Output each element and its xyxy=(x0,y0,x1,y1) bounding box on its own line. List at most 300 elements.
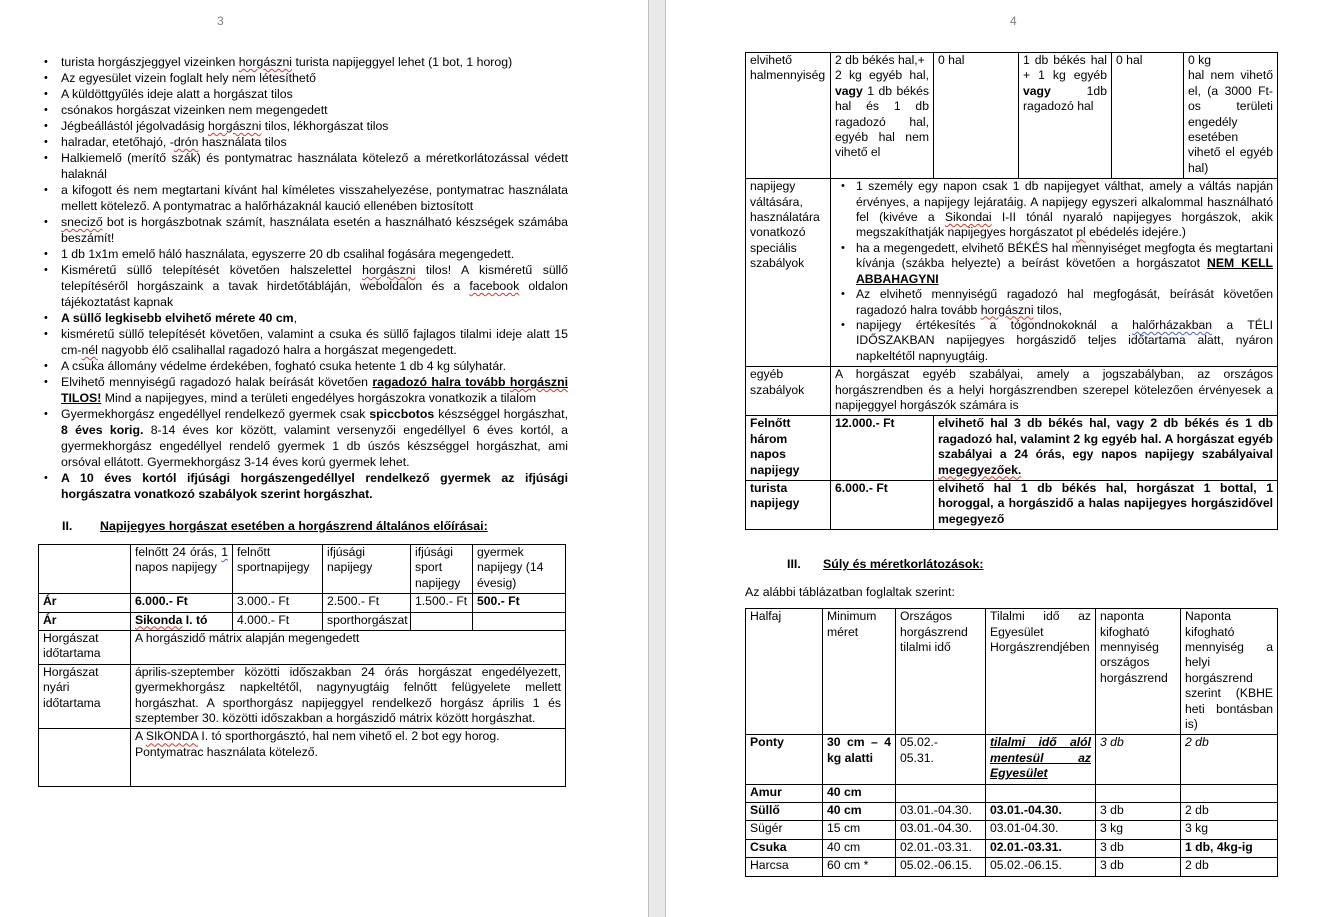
misspelled-word: Sikondai xyxy=(944,210,992,225)
table-row xyxy=(746,784,1278,802)
text-segment: A xyxy=(135,729,146,744)
text-segment: 500.- Ft xyxy=(477,594,520,609)
bullet-text xyxy=(61,70,568,86)
text-segment: 8-14 éves kor között, valamint versenyzői engedéllyel 6 éves kortól, a gyermekhorgász engedéllyel rendelő gyermek 1 db úszós készséggel horgászhat, ami orsóval ellátott. Gyermekhorgász 3-14 éves korú gyermek lehet. xyxy=(61,423,568,469)
text-segment: 15 cm xyxy=(827,821,861,836)
text-segment: Mind a napijegyes, mind a területi engedélyes horgászokra vonatkozik a tilalom xyxy=(101,391,537,405)
text-segment: nagyobb élő csalihallal ragadozó halra a horgászat megengedett. xyxy=(97,343,457,357)
section-title: Súly és méretkorlátozások: xyxy=(823,557,984,572)
table-row xyxy=(746,609,1278,735)
text-segment: ebédelés idejére.) xyxy=(1085,225,1186,240)
misspelled-word: drón xyxy=(173,135,199,149)
table-cell xyxy=(1112,53,1184,179)
bullet-item xyxy=(841,318,1273,364)
misspelled-word: horgászni xyxy=(980,302,1034,317)
table-cell xyxy=(323,594,411,612)
table-cell xyxy=(323,612,411,630)
misspelled-word: horgászni xyxy=(509,375,568,389)
text-segment: Sügér xyxy=(750,821,783,836)
table-cell xyxy=(131,594,233,612)
table-row xyxy=(746,416,1278,481)
bullet-text xyxy=(856,241,1273,287)
table-cell xyxy=(896,821,986,839)
text-segment: tilos, lékhorgászat tilos xyxy=(261,119,389,133)
text-segment: spiccbotos xyxy=(369,407,435,421)
bullet-icon: • xyxy=(44,216,48,228)
text-segment: I-II tónál nyaraló napijegyes horgászok, akik megszakíthatják napijegyes horgászatot xyxy=(856,210,1273,240)
misspelled-word: horgászni xyxy=(362,263,416,277)
misspelled-word: 1 xyxy=(221,545,228,559)
misspelled-word: SIkONDA xyxy=(145,729,198,744)
text-segment xyxy=(981,303,1034,317)
page-4-content xyxy=(666,0,1328,877)
text-segment: ragadozó halra tovább xyxy=(372,375,510,389)
text-segment: vagy xyxy=(1023,83,1051,98)
text-segment: tilos! A kisméretű süllő telepítéséről horgászaink a tavak hirdetőtábláján, weboldalon és a xyxy=(61,263,568,293)
bullet-item xyxy=(38,134,568,150)
table-cell xyxy=(986,609,1096,735)
text-segment: oldalon tájékoztatást kapnak xyxy=(61,279,568,309)
table-cell xyxy=(1096,858,1181,876)
text-segment: Süllő xyxy=(750,803,780,818)
table-cell xyxy=(831,416,934,481)
misspelled-word: horgászni xyxy=(238,55,293,69)
bullet-text xyxy=(61,262,568,310)
table-cell xyxy=(934,53,1019,179)
text-segment xyxy=(1076,225,1086,239)
bullet-text xyxy=(61,102,568,118)
text-segment: Az egyesület vizein foglalt hely nem létesíthető xyxy=(61,71,316,85)
bullet-item xyxy=(38,150,568,182)
table-cell xyxy=(896,609,986,735)
bullet-item xyxy=(841,241,1273,287)
text-segment: kisméretű süllő telepítését követően, valamint a csuka és süllő fajlagos tilalmi ideje alatt 15 cm- xyxy=(61,327,568,357)
bullet-item xyxy=(38,54,568,70)
table-cell xyxy=(986,735,1096,784)
text-segment: turista napijeggyel lehet (1 bot, 1 horog) xyxy=(292,55,513,69)
text-segment: ifjúsági napijegy xyxy=(327,545,373,575)
table-cell xyxy=(934,416,1278,481)
text-segment: Jégbeállástól jégolvadásig xyxy=(61,119,208,133)
text-segment xyxy=(146,729,198,743)
text-segment: Naponta kifogható mennyiség a helyi horgászrend szerint (KBHE heti bontásban is) xyxy=(1185,609,1273,732)
daily-ticket-rules-table xyxy=(745,52,1278,530)
text-segment: 60 cm * xyxy=(827,858,869,873)
text-segment xyxy=(221,545,228,559)
table-cell xyxy=(986,821,1096,839)
text-segment xyxy=(174,135,199,149)
text-segment: 3 db xyxy=(1100,735,1124,750)
table-row xyxy=(746,480,1278,529)
table-row xyxy=(746,735,1278,784)
table-cell xyxy=(746,53,831,179)
misspelled-word: pl xyxy=(1076,225,1086,240)
text-segment: Ponty xyxy=(750,735,784,750)
text-segment: turista napijegy xyxy=(750,480,800,511)
section-numeral: II. xyxy=(62,519,73,533)
table-cell xyxy=(473,612,566,630)
misspelled-word: sneciző xyxy=(61,215,103,229)
fees-table xyxy=(38,544,566,787)
bullet-item xyxy=(38,406,568,470)
bullet-text xyxy=(856,179,1273,241)
table-cell xyxy=(1181,609,1278,735)
bullet-icon: • xyxy=(44,72,48,84)
table-cell xyxy=(823,609,896,735)
text-segment: 40 cm xyxy=(827,784,862,799)
table-row xyxy=(39,594,566,612)
bullet-item xyxy=(38,374,568,406)
section-title: Napijegyes horgászat esetében a horgászrend általános előírásai: xyxy=(100,519,488,533)
text-segment: 02.01.-03.31. xyxy=(990,839,1062,854)
misspelled-word: facebook xyxy=(469,279,520,293)
text-segment: 03.01.-04.30. xyxy=(990,803,1062,818)
table-row xyxy=(39,545,566,594)
text-segment: halradar, etetőhajó, - xyxy=(61,135,174,149)
bullet-icon: • xyxy=(44,472,48,484)
table-cell xyxy=(39,545,131,594)
table-row xyxy=(39,631,566,665)
table-cell xyxy=(831,480,934,529)
text-segment: 0 hal xyxy=(1116,53,1143,67)
table-cell xyxy=(1184,53,1278,179)
text-segment xyxy=(510,375,568,389)
text-segment: 1 db békés hal + 1 kg egyéb xyxy=(1023,53,1107,83)
text-segment: 05.02.-06.15. xyxy=(900,858,972,873)
text-segment: 40 cm xyxy=(827,803,862,818)
text-segment: A 10 éves kortól ifjúsági horgászengedéllyel rendelkező gyermek az ifjúsági horgászatra vonatkozó szabályok szerint horgászhat. xyxy=(61,471,568,501)
table-cell xyxy=(831,367,1278,416)
bullet-icon: • xyxy=(841,318,845,331)
text-segment: Amur xyxy=(750,784,782,799)
text-segment: napos napijegy xyxy=(135,560,217,575)
bullet-item xyxy=(38,246,568,262)
text-segment: felnőtt 24 órás, xyxy=(135,545,222,559)
text-segment: 03.01.-04.30. xyxy=(900,821,972,836)
text-segment: 2 db xyxy=(1185,803,1209,818)
table-cell xyxy=(233,545,323,594)
table-row xyxy=(39,729,566,787)
table-cell xyxy=(131,729,566,787)
bullet-item xyxy=(38,358,568,374)
bullet-item xyxy=(38,182,568,214)
text-segment: Harcsa xyxy=(750,858,789,873)
text-segment: Horgászat nyári időtartama xyxy=(43,664,101,710)
table-cell xyxy=(831,179,1278,367)
table-cell xyxy=(746,367,831,416)
table-cell xyxy=(323,545,411,594)
text-segment: 03.01-04.30. xyxy=(990,821,1059,836)
text-segment: 03.01.-04.30. xyxy=(900,803,972,818)
text-segment: bot is horgászbotnak számít, használata esetén a használható készségek számába beszámít! xyxy=(61,215,568,245)
text-segment: 3 db xyxy=(1100,839,1124,854)
text-segment: 05.02.- 05.31. xyxy=(900,735,938,765)
table-cell xyxy=(986,803,1096,821)
table-row xyxy=(39,612,566,630)
text-segment: turista horgászjeggyel vizeinken xyxy=(61,55,239,69)
table-cell xyxy=(1096,839,1181,857)
text-segment: 05.02.-06.15. xyxy=(990,858,1062,873)
text-segment: elvihető halmennyiség xyxy=(750,53,826,83)
text-segment: 2 db xyxy=(1185,735,1209,750)
text-segment: 0 hal xyxy=(938,53,965,67)
text-segment: a TÉLI IDŐSZAKBAN napijegyes horgászidő teljes időtartama alatt, nyáron napkeltétől napnyugtáig. xyxy=(856,317,1273,363)
table-cell xyxy=(896,735,986,784)
table-cell xyxy=(823,839,896,857)
table-cell xyxy=(746,839,823,857)
page-number: 3 xyxy=(217,14,224,28)
text-segment: napijegy váltására, használatára vonatkozó speciális szabályok xyxy=(750,179,820,271)
bullet-icon: • xyxy=(44,312,48,324)
table-cell xyxy=(233,612,323,630)
table-cell xyxy=(746,803,823,821)
text-segment xyxy=(1132,318,1212,332)
table-cell xyxy=(1096,803,1181,821)
text-segment: Gyermekhorgász engedéllyel rendelkező gyermek csak xyxy=(61,407,370,421)
misspelled-word: nél xyxy=(81,343,98,357)
table-cell xyxy=(131,545,233,594)
table-cell xyxy=(831,53,934,179)
table-cell xyxy=(411,612,473,630)
text-segment: egyéb szabályok xyxy=(750,367,805,397)
table-cell xyxy=(896,784,986,802)
text-segment: ifjúsági sport napijegy xyxy=(415,545,461,590)
table-cell xyxy=(39,631,131,665)
text-segment: csónakos horgászat vizeinken nem megengedett xyxy=(61,103,328,117)
text-segment xyxy=(945,210,992,224)
table-cell xyxy=(746,416,831,481)
table-row xyxy=(746,367,1278,416)
text-segment: A horgászat egyéb szabályai, amely a jogszabályban, az országos horgászrendben és a helyi horgászrendben szerepel kötelezően érvényesek a napijeggyel horgászók számára is xyxy=(835,367,1273,412)
text-segment xyxy=(239,55,292,69)
table-row xyxy=(746,53,1278,179)
text-segment: Kisméretű süllő telepítését követően halszelettel xyxy=(61,263,363,277)
text-segment: elvihető hal 1 db békés hal, horgászat 1 bottal, 1 horoggal, a horgászidő a halas napijegyes horgászidővel megegyező xyxy=(938,480,1273,526)
misspelled-word: halőrházakban xyxy=(1132,317,1213,332)
text-segment: Az elvihető mennyiségű ragadozó hal megfogását, beírását követően ragadozó halra tovább xyxy=(856,287,1273,317)
bullet-item xyxy=(38,262,568,310)
text-segment xyxy=(362,263,415,277)
bullet-icon: • xyxy=(44,152,48,164)
table-cell xyxy=(1096,735,1181,784)
text-segment: vagy xyxy=(835,83,863,98)
table-cell xyxy=(411,594,473,612)
text-segment: I. tó sporthorgásztó, hal nem vihető el. 2 bot egy horog. Pontymatrac használata kötelező. xyxy=(135,729,500,759)
table-cell xyxy=(746,821,823,839)
table-cell xyxy=(411,545,473,594)
text-segment: 3 kg xyxy=(1100,821,1124,836)
text-segment: A csuka állomány védelme érdekében, fogható csuka hetente 1 db 4 kg súlyhatár. xyxy=(61,359,507,373)
table-cell xyxy=(746,784,823,802)
text-segment: Felnőtt három napos napijegy xyxy=(750,416,800,477)
text-segment: 1.500.- Ft xyxy=(415,594,468,609)
bullet-text xyxy=(61,134,568,150)
bullet-icon: • xyxy=(44,248,48,260)
text-segment: 3 db xyxy=(1100,858,1124,873)
table-cell xyxy=(1096,609,1181,735)
text-segment: tilos, xyxy=(1033,302,1062,317)
table-cell xyxy=(233,594,323,612)
table-cell xyxy=(131,631,566,665)
text-segment: A süllő legkisebb elvihető mérete 40 cm xyxy=(61,311,294,325)
text-segment: Elvihető mennyiségű ragadozó halak beírását követően xyxy=(61,375,373,389)
text-segment: I. tó xyxy=(182,612,208,627)
text-segment xyxy=(208,119,261,133)
bullet-text xyxy=(61,150,568,182)
bullet-text xyxy=(61,358,568,374)
table-cell xyxy=(823,784,896,802)
text-segment: 3 db xyxy=(1100,803,1124,818)
bullet-icon: • xyxy=(44,120,48,132)
text-segment: Halfaj xyxy=(750,609,782,624)
table-cell xyxy=(823,821,896,839)
table-cell xyxy=(823,735,896,784)
table-cell xyxy=(1181,803,1278,821)
bullet-text xyxy=(856,318,1273,364)
text-segment: 0 kg hal nem vihető el, (a 3000 Ft-os területi engedély esetében vihető el egyéb hal) xyxy=(1188,53,1273,175)
text-segment: 4.000.- Ft xyxy=(237,612,290,627)
limits-intro-line: Az alábbi táblázatban foglaltak szerint: xyxy=(745,585,955,600)
bullet-item xyxy=(38,86,568,102)
table-cell xyxy=(896,858,986,876)
text-segment: A küldöttgyűlés ideje alatt a horgászat tilos xyxy=(61,87,293,101)
table-cell xyxy=(1181,735,1278,784)
page-4 xyxy=(666,0,1328,917)
text-segment: 1 db, 4kg-ig xyxy=(1185,839,1253,854)
text-segment: Ár xyxy=(43,594,57,609)
text-segment: 40 cm xyxy=(827,839,861,854)
bullet-icon: • xyxy=(44,264,48,276)
text-segment: készséggel horgászhat, xyxy=(434,407,568,421)
bullet-text xyxy=(61,182,568,214)
bullet-icon: • xyxy=(841,288,845,301)
bullet-icon: • xyxy=(44,328,48,340)
table-cell xyxy=(896,803,986,821)
text-segment: a kifogott és nem megtartani kívánt hal kíméletes visszahelyezése, pontymatrac használata mellett kötelező. A pontymatrac a halőrházaknál kaució ellenében biztosított xyxy=(61,183,568,213)
table-cell xyxy=(1181,858,1278,876)
text-segment: 02.01.-03.31. xyxy=(900,839,972,854)
table-cell xyxy=(1181,821,1278,839)
table-row xyxy=(746,858,1278,876)
text-segment xyxy=(135,613,182,627)
text-segment: Horgászat időtartama xyxy=(43,631,101,661)
text-segment: Országos horgászrend tilalmi idő xyxy=(900,609,968,654)
text-segment: Halkiemelő (merítő szák) és pontymatrac használata kötelező a méretkorlátozással védett halaknál xyxy=(61,151,568,181)
table-cell xyxy=(39,594,131,612)
section-heading-iii xyxy=(787,556,1277,572)
text-segment: 2 db békés hal,+ 2 kg egyéb hal, xyxy=(835,53,929,83)
table-cell xyxy=(746,735,823,784)
bullet-icon: • xyxy=(44,104,48,116)
table-cell xyxy=(934,480,1278,529)
text-segment: 1 személy egy napon csak 1 db napijegyet válthat, amely a váltás napján érvényes, a napijegy lejáratáig. A napijegy egyszeri alkalommal használható fel (kivéve a xyxy=(856,179,1273,225)
text-segment: Ár xyxy=(43,612,57,627)
bullet-icon: • xyxy=(44,408,48,420)
text-segment: 8 éves korig. xyxy=(61,423,144,437)
text-segment: A horgászidő mátrix alapján megengedett xyxy=(135,631,360,646)
bullet-text xyxy=(61,406,568,470)
table-cell xyxy=(39,664,131,729)
misspelled-word: horgászni xyxy=(207,119,262,133)
bullet-icon: • xyxy=(44,184,48,196)
table-cell xyxy=(473,594,566,612)
text-segment xyxy=(469,279,519,293)
bullet-icon: • xyxy=(44,88,48,100)
table-cell xyxy=(823,803,896,821)
text-segment: naponta kifogható mennyiség országos horgászrend xyxy=(1100,609,1168,685)
bullet-text xyxy=(856,287,1273,318)
bullet-icon: • xyxy=(44,360,48,372)
text-segment: Tilalmi idő az Egyesület Horgászrendjében xyxy=(990,609,1091,654)
text-segment: 6.000.- Ft xyxy=(135,594,188,609)
text-segment: napijegy értékesítés a tógondnokoknál a xyxy=(856,317,1133,332)
bullet-item xyxy=(38,470,568,502)
page-gutter xyxy=(648,0,666,917)
misspelled-word: Sikonda xyxy=(135,612,183,627)
bullet-icon: • xyxy=(44,376,48,388)
bullet-icon: • xyxy=(841,241,845,254)
table-cell xyxy=(896,839,986,857)
bullet-item xyxy=(841,287,1273,318)
text-segment: tilalmi idő alól mentesül az Egyesület xyxy=(990,735,1091,781)
table-cell xyxy=(1181,839,1278,857)
text-segment: TILOS! xyxy=(61,391,102,405)
table-row xyxy=(746,821,1278,839)
bullet-item xyxy=(38,118,568,134)
text-segment: 3.000.- Ft xyxy=(237,594,290,609)
size-limits-table xyxy=(745,608,1278,877)
text-segment: 1 db 1x1m emelő háló használata, egyszerre 20 db csalihal fogására megengedett. xyxy=(61,247,515,261)
text-segment: gyermek napijegy (14 évesig) xyxy=(477,545,544,590)
bullet-text xyxy=(61,86,568,102)
text-segment: 1db ragadozó hal xyxy=(1023,83,1107,114)
section-heading-ii xyxy=(62,518,568,534)
text-segment: , xyxy=(293,311,298,325)
table-cell xyxy=(986,839,1096,857)
regulations-bullet-list xyxy=(38,54,568,502)
bullet-text xyxy=(61,374,568,406)
table-row xyxy=(746,839,1278,857)
table-cell xyxy=(1096,784,1181,802)
cell-bullet-list xyxy=(835,179,1273,364)
text-segment: 2.500.- Ft xyxy=(327,594,380,609)
page-number: 4 xyxy=(1010,14,1017,28)
text-segment: Minimum méret xyxy=(827,609,877,639)
table-cell xyxy=(1181,784,1278,802)
table-cell xyxy=(746,858,823,876)
table-cell xyxy=(823,858,896,876)
bullet-text xyxy=(61,118,568,134)
bullet-text xyxy=(61,470,568,502)
bullet-item xyxy=(38,310,568,326)
table-cell xyxy=(131,612,233,630)
text-segment xyxy=(82,343,98,357)
table-cell xyxy=(131,664,566,729)
text-segment: április-szeptember közötti időszakban 24 órás horgászat engedélyezett, gyermekhorgász napkeltétől, nagynyugtáig felnőtt felügyelete mellett horgászhat. A sporthorgász napijeggyel rendelkező horgász április 1 és szeptember 30. közötti időszakban a horgászidő mátrix között horgászhat. xyxy=(135,664,561,726)
bullet-item xyxy=(38,70,568,86)
table-cell xyxy=(1096,821,1181,839)
table-cell xyxy=(746,480,831,529)
bullet-text xyxy=(61,310,568,326)
text-segment: elvihető hal 3 db békés hal, vagy 2 db békés és 1 db ragadozó hal, valamint 2 kg egyéb hal. A horgászat egyéb szabályai a 24 órás, egy napos napijegy szabályaival xyxy=(938,416,1273,462)
text-segment: sporthorgászat xyxy=(327,612,408,627)
page-3-content xyxy=(0,0,648,787)
table-cell xyxy=(986,784,1096,802)
table-cell xyxy=(1019,53,1112,179)
table-cell xyxy=(473,545,566,594)
text-segment: 6.000.- Ft xyxy=(835,480,888,495)
text-segment xyxy=(938,463,1021,477)
